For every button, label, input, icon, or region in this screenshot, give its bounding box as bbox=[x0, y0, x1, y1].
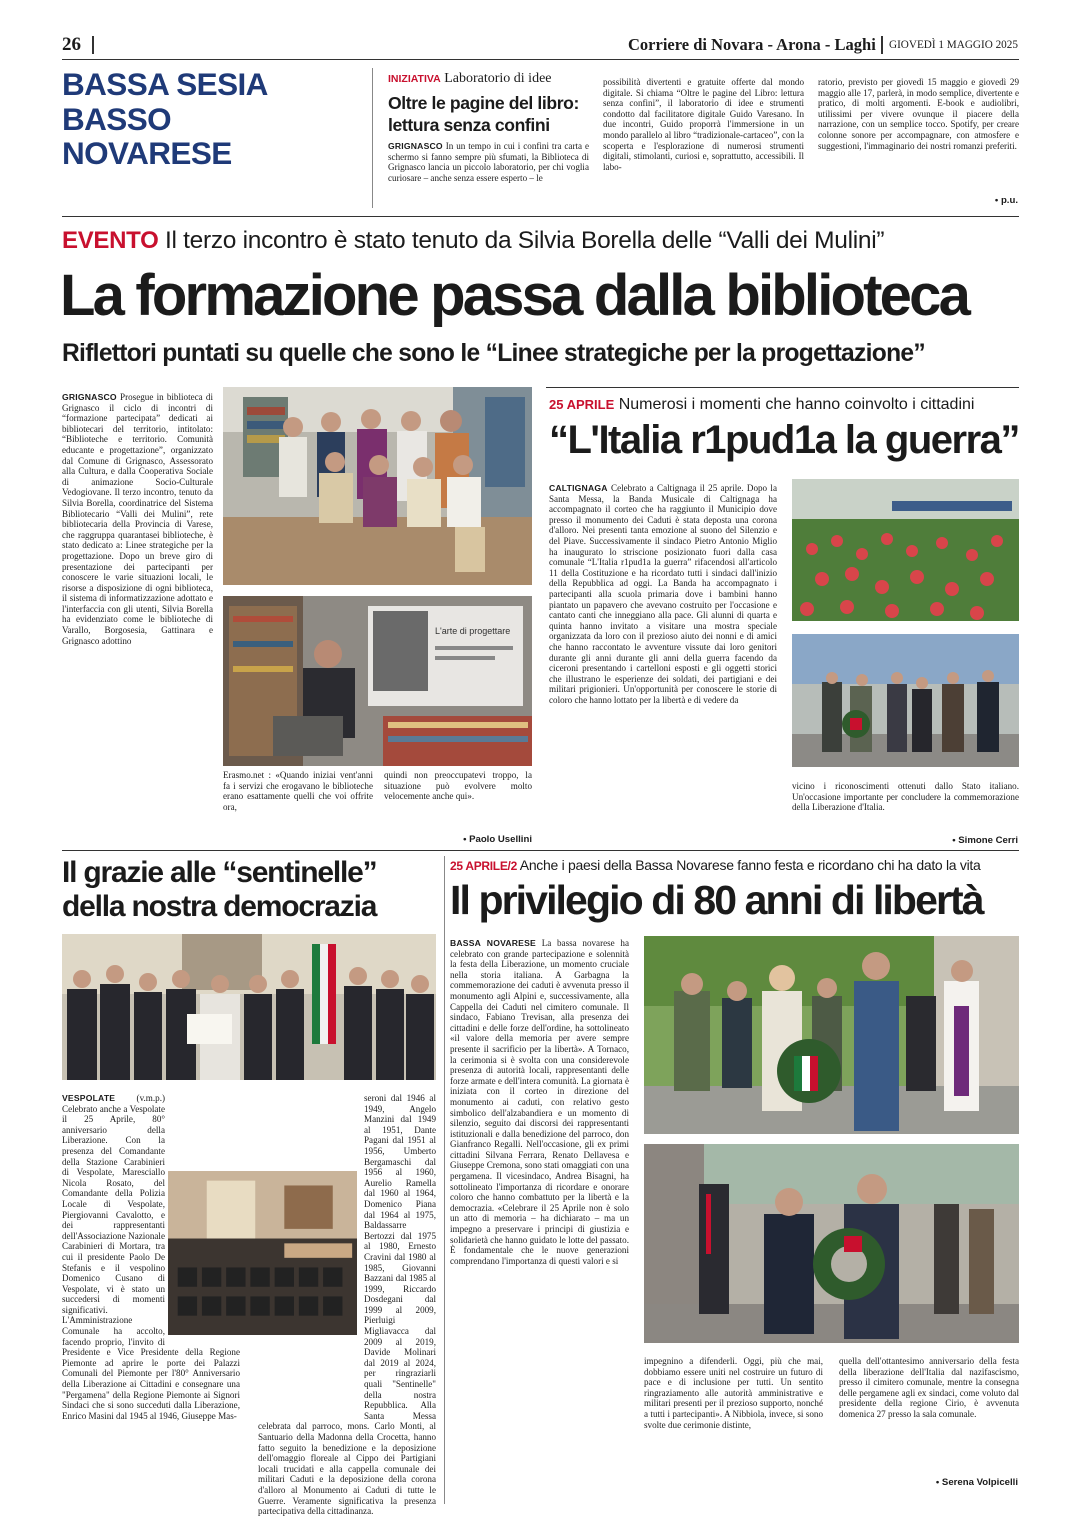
apr25-col-2: vicino i riconoscimenti ottenuti dallo Stato italiano. Un'occasione importante per concludere la commemorazione della Liberazione d'Italia. bbox=[792, 781, 1019, 813]
lab-col-2: possibilità divertenti e gratuite offerte dal mondo digitale. Si chiama “Oltre le pagine del Libro: lettura senza confini”, il laboratorio di idee e strumenti condotto dal facilitatore digitale Guido Varesano. In due incontri, Guido proporrà l'immersione in un mondo parallelo al libro “tradizionale-cartaceo”, con la scoperta e l'esplorazione di numerosi strumenti digitali, stimolanti, curiosi e, soprattutto, accessibili. Il labo- bbox=[603, 77, 804, 172]
photo-ceremony-caltignaga bbox=[792, 634, 1019, 767]
apr25b-col-2: impegnino a difenderli. Oggi, più che mai, dobbiamo essere uniti nel costruire un futuro di pace e di inclusione per tutti. Un sentito ringraziamento alle autorità amministrative e militari presenti per il prezioso supporto, nonché a tutti i partecipanti». A Nibbiola, invece, si sono svolte due cerimonie distinte, bbox=[644, 1356, 823, 1430]
sentinelle-col-1: VESPOLATE (v.m.p.) Celebrato anche a Vespolate il 25 Aprile, 80° anniversario della Liberazione. Con la presenza del Comandante della Stazione Carabinieri di Vespolate, Maresciallo Nicola Rosato, del Comandante della Polizia Locale di Vespolate, Piergiovanni Cavalotto, e dei rappresentanti dell'Associazione Nazionale Carabinieri di Mortara, tra cui il presidente Paolo De Stefanis e il vespolino Domenico Cusano di Vespolate, vi è stato un succedersi di momenti significativi. L'Amministrazione Comunale ha accolto, facendo proprio, l'invito di Presidente e Vice Presidente della Regione Piemonte ad aprire le porte dei Palazzi Comunali del Piemonte per l'80° Anniversario della Liberazione ai Cittadini e consegnare una "Pergamena" della Regione Piemonte ai Signori Sindaci che si sono succeduti dalla Liberazione, Enrico Masini dal 1945 al 1946, Giuseppe Mas- bbox=[62, 1093, 240, 1421]
lab-col-1: GRIGNASCO In un tempo in cui i confini tra carta e schermo si fanno sempre più sfumati, la Biblioteca di Grignasco lancia un piccolo laboratorio, per chi voglia curiosare – anche senza essere esperto – le bbox=[388, 141, 589, 183]
apr25-kicker: 25 APRILE Numerosi i momenti che hanno coinvolto i cittadini bbox=[549, 396, 975, 413]
main-col-2: Erasmo.net : «Quando iniziai vent'anni fa i servizi che erogavano le biblioteche erano esattamente quelli che voi offrite ora, bbox=[223, 770, 373, 812]
sentinelle-headline: Il grazie alle “sentinelle” della nostra democrazia bbox=[62, 856, 377, 923]
main-subhead: Riflettori puntati su quelle che sono le “Linee strategiche per la progettazione” bbox=[62, 340, 925, 367]
photo-vespolate-group bbox=[62, 934, 436, 1080]
photo-garbagna bbox=[644, 936, 1019, 1134]
photo-poppies bbox=[792, 479, 1019, 621]
main-byline: • Paolo Usellini bbox=[463, 834, 532, 845]
main-col-1: GRIGNASCO Prosegue in biblioteca di Grignasco il ciclo di incontri di “formazione partecipata” dedicati ai bibliotecari del territorio, intitolato: “Biblioteche e territorio. Comunità educante e progettazione”, organizzato dal Comune di Grignasco, Assessorato alla Cultura, e dalla Cooperativa Sociale di animazione Socio-Culturale Vedogiovane. Il terzo incontro, tenuto da Silvia Borella, coordinatrice del Sistema Bibliotecario “Valli dei Mulini”, rete bibliotecaria della Provincia di Varese, che raggruppa quarantasei biblioteche, è stato dedicato a: Linee strategiche per la progettazione. Dopo un breve giro di presentazione dei partecipanti per conoscere le varie situazioni locali, le risorse a disposizione di ogni biblioteca, il sistema di informatizzazione adottato e l'interfaccia con gli utenti, Silvia Borella ha evidenziato come le biblioteche di Varallo, Borgosesia, Gattinara e Grignasco adottino bbox=[62, 392, 213, 646]
page-header bbox=[62, 34, 1019, 56]
apr25b-headline: Il privilegio di 80 anni di libertà bbox=[450, 877, 983, 923]
photo-presentation bbox=[223, 596, 532, 766]
main-kicker: EVENTO Il terzo incontro è stato tenuto da Silvia Borella delle “Valli dei Mulini” bbox=[62, 227, 885, 254]
apr25b-col-1: BASSA NOVARESE La bassa novarese ha celebrato con grande partecipazione e solennità la festa della Liberazione, un momento cruciale nella storia italiana. A Garbagna la commemorazione dei caduti è avvenuta presso il monumento agli Alpini e, successivamente, alla Cappella dei Caduti nel cimitero comunale. Il sindaco, Fabiano Trevisan, alla presenza dei cittadini e delle forze dell'ordine, ha sottolineato «il valore della memoria per avere sempre presente il sacrificio per la libertà». A Tornaco, la cerimonia si è svolta con una considerevole presenza di autorità locali, rappresentanti delle forze armate e dell'intera comunità. La giornata è iniziata con il corteo in direzione del monumento ai caduti, con relativo gesto simbolico dell'alzabandiera e un momento di silenzio, seguito dai discorsi dei rappresentanti istituzionali e dalla benedizione del parroco, don Gianfranco Regalli. Nell'occasione, gli ex primi cittadini Silvana Ferrara, Renato Dellavesa e Giuseppe Cremona, sono stati omaggiati con una pergamena. Il vicesindaco, Andrea Bisagni, ha sottolineato l'importanza di ricordare e onorare coloro che hanno combattuto per la libertà e la democrazia. «Celebrare il 25 Aprile non è solo un atto di memoria – ha dichiarato – ma un impegno a preservare i principi di giustizia e solidarietà che hanno guidato le lotte del passato. È fondamentale che le nuove generazioni comprendano l'importanza di questi valori e si bbox=[450, 938, 630, 1266]
main-headline: La formazione passa dalla biblioteca bbox=[60, 263, 969, 328]
photo-tornaco bbox=[644, 1144, 1019, 1343]
sentinelle-col-2: seroni dal 1946 al 1949, Angelo Manzini dal 1949 al 1951, Dante Pagani dal 1951 al 1956, Umberto Bergamaschi dal 1956 al 1960, Aurelio Ramella dal 1960 al 1964, Domenico Piana dal 1964 al 1975, Baldassarre Bertozzi dal 1975 al 1980, Ernesto Cravini dal 1980 al 1985, Giovanni Bazzani dal 1985 al 1999, Riccardo Dosdegani dal 1999 al 2009, Pierluigi Migliavacca dal 2009 al 2019, Davide Molinari dal 2019 al 2024, per ringraziarli quali "Sentinelle" della nostra Repubblica. Alla Santa Messa celebrata dal parroco, mons. Carlo Monti, al Santuario della Madonna della Crocetta, hanno fatto seguito la benedizione e la deposizione dell'omaggio floreale al Cippo dei Partigiani locali trucidati e alla cappella comunale dei militari Caduti e la deposizione della corona d'alloro al Monumento ai Caduti di tutte le Guerre. Veramente significativa la presenza partecipativa della cittadinanza. bbox=[258, 1093, 436, 1517]
lab-title: Oltre le pagine del libro: lettura senza confini bbox=[388, 93, 579, 135]
photo-library-group bbox=[223, 387, 532, 585]
main-col-3: quindi non preoccupatevi troppo, la situazione può evolvere molto velocemente anche qui». bbox=[384, 770, 532, 802]
apr25-headline: “L'Italia r1pud1a la guerra” bbox=[549, 418, 1019, 462]
lab-byline: • p.u. bbox=[994, 195, 1018, 206]
slide-title: L'arte di progettare bbox=[435, 626, 511, 636]
lab-col-3: ratorio, previsto per giovedì 15 maggio e giovedì 29 maggio alle 17, parlerà, in modo semplice, divertente e pratico, di molti argomenti. E-book e audiolibri, utilissimi per vivere ovunque il piacere della narrazione, con un semplice tocco. Spotify, per creare colonne sonore per accompagnare, con atmosfere e suggestioni, l'immaginario dei nostri romanzi preferiti. bbox=[818, 77, 1019, 151]
photo-vespolate-hall bbox=[165, 1168, 360, 1338]
section-title: BASSA SESIA BASSO NOVARESE bbox=[62, 66, 268, 171]
apr25b-byline: • Serena Volpicelli bbox=[935, 1477, 1018, 1488]
apr25-byline: • Simone Cerri bbox=[952, 835, 1018, 846]
apr25b-col-3: quella dell'ottantesimo anniversario della festa della liberazione dell'Italia dal nazifascismo, presso il cimitero comunale, mentre la consegna delle pergamene agli ex sindaci, come voluto dal presidente della regione Cirio, è avvenuta domenica 27 presso la sala comunale. bbox=[839, 1356, 1019, 1419]
issue-date: GIOVEDÌ 1 MAGGIO 2025 bbox=[889, 39, 1018, 51]
apr25-col-1: CALTIGNAGA Celebrato a Caltignaga il 25 aprile. Dopo la Santa Messa, la Banda Musicale di Caltignaga ha accompagnato il corteo che ha raggiunto il Municipio dove presso il monumento dei Caduti è stata deposta una corona d'alloro. Nei presenti tanta emozione al suono del Silenzio e del Piave. Successivamente il sindaco Pietro Antonio Miglio ha inaugurato lo striscione posizionato fuori dalla casa comunale “L'Italia r1pud1a la guerra” rifacendosi all'articolo 11 della Costituzione e ha ricordato tutti i sindaci dall'inizio della Repubblica ad oggi. La Banda ha accompagnato i partecipanti alla scuola primaria dove i bambini hanno piantato un papavero che avevano costruito per l'occasione e cantato canti che inneggiano alla pace. Gli alunni di quarta e quinta hanno invitato a visitare una mostra speciale organizzata da loro con il prezioso aiuto dei nonni e di amici che hanno raccontato le avventure vissute dai loro genitori durante gli anni durante gli anni della guerra facendo da ciceroni presentando i cartelloni esposti e gli oggetti storici che illustrano le esperienze dei soldati, dei partigiani e dei militari prigionieri. Un'opportunità per conoscere le storie di coloro che hanno lottato per la libertà e di vedere da bbox=[549, 483, 777, 705]
lab-kicker: INIZIATIVA Laboratorio di idee bbox=[388, 71, 552, 86]
page-number: 26 bbox=[62, 34, 81, 55]
paper-name: Corriere di Novara - Arona - Laghi bbox=[628, 35, 876, 54]
apr25b-kicker: 25 APRILE/2 Anche i paesi della Bassa Novarese fanno festa e ricordano chi ha dato la vita bbox=[450, 857, 981, 873]
